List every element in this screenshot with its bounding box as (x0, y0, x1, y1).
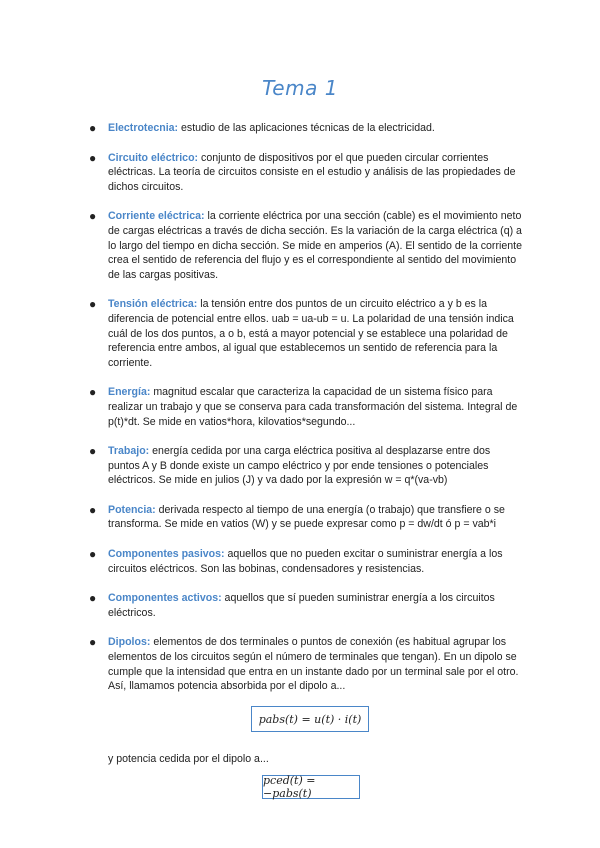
list-item (0, 503, 524, 532)
page-title: Tema 1 (262, 76, 338, 100)
bullet-icon: ● (89, 150, 97, 165)
list-item (0, 444, 524, 488)
list-item (0, 297, 524, 370)
term-definition: conjunto de dispositivos por el que pueden circular corrientes eléctricas. La teoría de circuitos consiste en el estudio y análisis de las propiedades de dichos circuitos. (108, 151, 516, 193)
list-item (0, 635, 524, 693)
term-definition: elementos de dos terminales o puntos de conexión (es habitual agrupar los elementos de los circuitos según el número de terminales que tengan). En un dipolo se cumple que la intensidad que entra en un instante dado por un terminal sale por el otro. Así, llamamos potencia absorbida por el dipolo a... (108, 636, 519, 693)
bullet-icon: ● (89, 121, 97, 135)
term-label: Tensión eléctrica: (108, 298, 198, 311)
list-item (0, 385, 524, 429)
formula-potencia-absorbida: pabs(t) = u(t) · i(t) (251, 706, 369, 732)
list-item (0, 547, 524, 576)
term-definition: magnitud escalar que caracteriza la capacidad de un sistema físico para realizar un trabajo y que se conserva para cada transformación del sistema. Integral de p(t)*dt. Se mide en vatios*hora, kilovatios*segundo... (108, 386, 518, 428)
bullet-icon: ● (89, 209, 97, 224)
term-definition: la tensión entre dos puntos de un circuito eléctrico a y b es la diferencia de potencial entre ellos. uab = ua-ub = u. La polaridad de una tensión indica cuál de los dos puntos, a o b, está a mayor potencial y se establece una polaridad de referencia entre ambos, al igual que establecemos un sentido de referencia para la corriente. (108, 298, 514, 369)
term-label: Corriente eléctrica: (108, 210, 205, 223)
term-label: Electrotecnia: (108, 122, 179, 134)
bullet-icon: ● (89, 385, 97, 400)
term-definition: derivada respecto al tiempo de una energía (o trabajo) que transfiere o se transforma. Se mide en vatios (W) y se puede expresar como p = dw/dt ó p = vab*i (108, 503, 505, 531)
bullet-icon: ● (89, 591, 97, 606)
term-label: Circuito eléctrico: (108, 151, 199, 164)
bullet-icon: ● (89, 444, 97, 459)
term-definition: aquellos que sí pueden suministrar energía a los circuitos eléctricos. (108, 592, 495, 619)
definition-list (0, 121, 600, 709)
list-item (0, 121, 524, 136)
term-label: Componentes activos: (108, 592, 222, 605)
term-label: Potencia: (108, 503, 156, 516)
bullet-icon: ● (89, 297, 97, 312)
term-definition: la corriente eléctrica por una sección (cable) es el movimiento neto de cargas eléctricas a través de dicha sección. Es la variación de la carga eléctrica (q) a lo largo del tiempo en dicha sección. Se mide en amperios (A). El sentido de la corriente crea el sentido de referencia del flujo y es el correspondiente al sentido del movimiento de las cargas positivas. (108, 210, 522, 281)
term-label: Trabajo: (108, 445, 150, 458)
term-definition: estudio de las aplicaciones técnicas de la electricidad. (178, 122, 435, 134)
term-label: Componentes pasivos: (108, 548, 225, 561)
potencia-cedida-text: y potencia cedida por el dipolo a... (108, 753, 269, 765)
list-item (0, 591, 524, 620)
term-definition: aquellos que no pueden excitar o suministrar energía a los circuitos eléctricos. Son las bobinas, condensadores y resistencias. (108, 548, 503, 575)
term-definition: energía cedida por una carga eléctrica positiva al desplazarse entre dos puntos A y B donde existe un campo eléctrico y por ende tensiones o potenciales eléctricos. Se mide en julios (J) y va dado por la expresión w = q*(va-vb) (108, 445, 491, 487)
term-label: Energía: (108, 386, 151, 399)
list-item (0, 151, 524, 195)
bullet-icon: ● (89, 635, 97, 650)
bullet-icon: ● (89, 547, 97, 562)
bullet-icon: ● (89, 502, 97, 517)
list-item (0, 209, 524, 282)
term-label: Dipolos: (108, 636, 151, 649)
formula-potencia-cedida: pced(t) = −pabs(t) (262, 775, 360, 799)
